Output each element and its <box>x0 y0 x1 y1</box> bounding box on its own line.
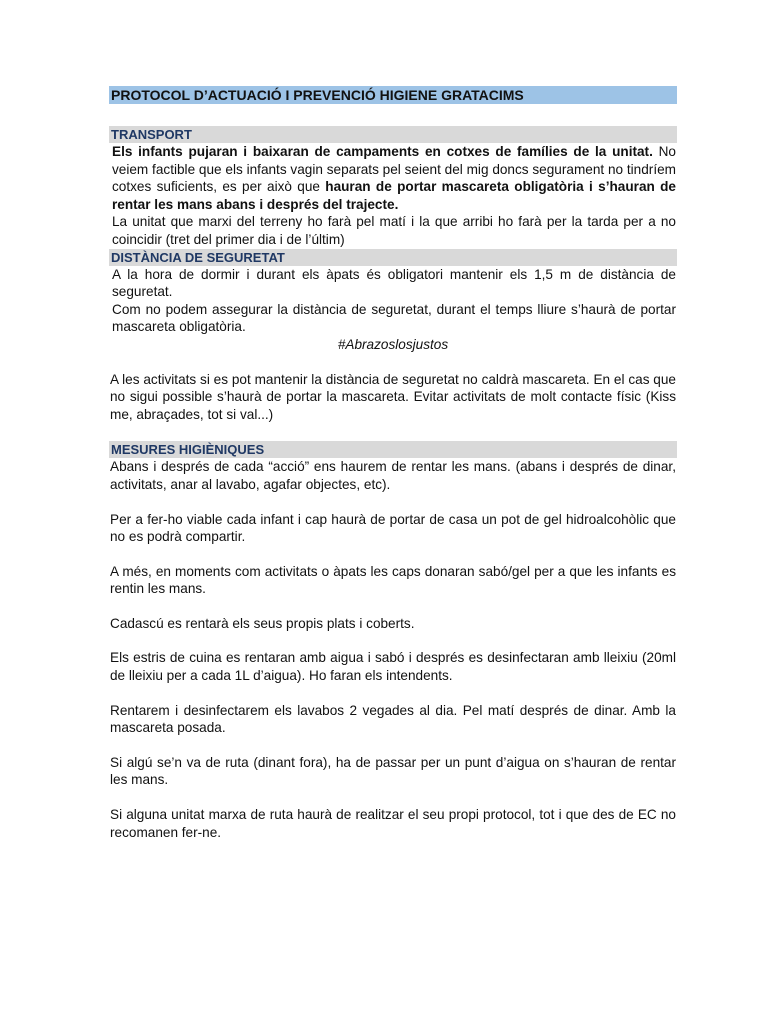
mesures-paragraph-1: Abans i després de cada “acció” ens haurem de rentar les mans. (abans i després de dinar, activitats, anar al lavabo, agafar objectes, etc). <box>110 459 676 492</box>
distancia-paragraph-1: A la hora de dormir i durant els àpats és obligatori mantenir els 1,5 m de distància de seguretat. <box>112 266 676 300</box>
distancia-paragraph-3: A les activitats si es pot mantenir la distància de seguretat no caldrà mascareta. En el cas que no sigui possible s’haurà de portar la mascareta. Evitar activitats de molt contacte físic (Kiss me, abraçades, tot si val...) <box>110 371 676 422</box>
section-heading-transport: TRANSPORT <box>109 126 677 143</box>
mesures-paragraph-5: Els estris de cuina es rentaran amb aigua i sabó i després es desinfectaran amb lleixiu (20ml de lleixiu per a cada 1L d’aigua). Ho faran els intendents. <box>110 650 676 684</box>
mesures-paragraph-8: Si alguna unitat marxa de ruta haurà de realitzar el seu propi protocol, tot i que des de EC no recomanen fer-ne. <box>110 807 676 840</box>
distancia-paragraph-2: Com no podem assegurar la distància de seguretat, durant el temps lliure s’haurà de portar mascareta obligatòria. <box>112 301 676 335</box>
mesures-paragraph-6: Rentarem i desinfectarem els lavabos 2 vegades al dia. Pel matí després de dinar. Amb la mascareta posada. <box>110 702 676 736</box>
mesures-paragraph-4: Cadascú es rentarà els seus propis plats i coberts. <box>110 615 415 631</box>
document-title: PROTOCOL D’ACTUACIÓ I PREVENCIÓ HIGIENE GRATACIMS <box>109 86 677 104</box>
mesures-paragraph-2: Per a fer-ho viable cada infant i cap haurà de portar de casa un pot de gel hidroalcohòlic que no es podrà compartir. <box>110 511 676 545</box>
transport-paragraph-1 <box>111 143 677 213</box>
transport-bold-2: hauran de portar mascareta obligatòria i s’hauran de rentar les mans abans i després del trajecte. <box>112 179 676 212</box>
mesures-paragraph-7: Si algú se’n va de ruta (dinant fora), ha de passar per un punt d’aigua on s’hauran de rentar les mans. <box>110 754 676 788</box>
transport-text-1: No veiem factible que els infants vagin separats pel seient del mig doncs segurament no tindríem cotxes suficients, es per això que <box>112 144 676 195</box>
transport-paragraph-2: La unitat que marxi del terreny ho farà pel matí i la que arribi ho farà per la tarda per a no coincidir (tret del primer dia i de l’últim) <box>112 214 676 247</box>
document <box>109 86 677 841</box>
section-heading-distancia: DISTÀNCIA DE SEGURETAT <box>109 249 677 266</box>
mesures-paragraph-3: A més, en moments com activitats o àpats les caps donaran sabó/gel per a que les infants es rentin les mans. <box>110 563 676 597</box>
transport-bold-1: Els infants pujaran i baixaran de campaments en cotxes de famílies de la unitat. <box>112 144 653 159</box>
section-heading-mesures: MESURES HIGIÈNIQUES <box>109 441 677 458</box>
hashtag: #Abrazoslosjustos <box>337 336 449 352</box>
